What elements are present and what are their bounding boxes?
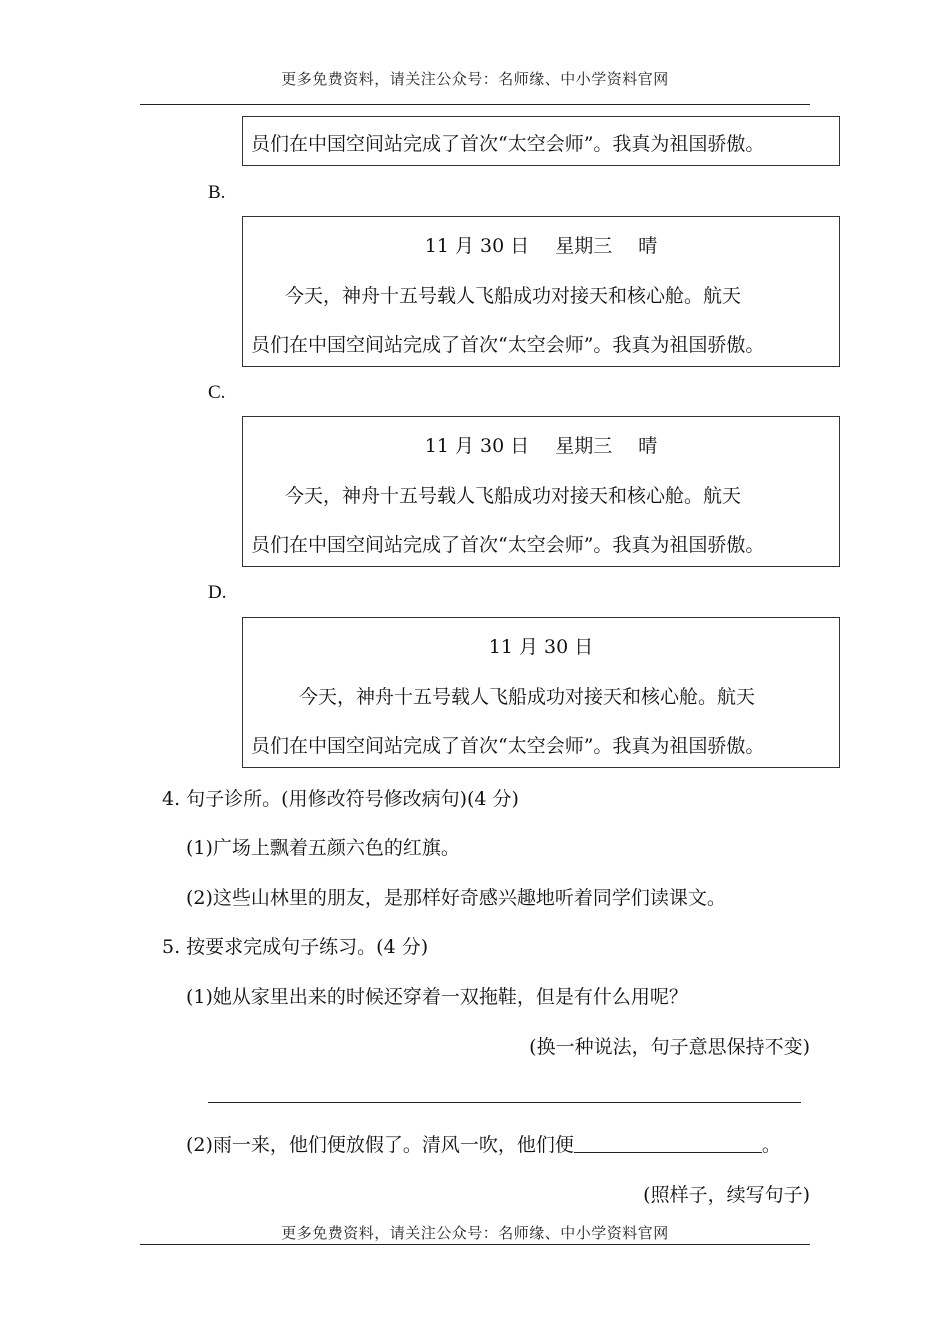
- option-c-date-line: [243, 431, 839, 458]
- option-b-weather: 晴: [638, 235, 658, 257]
- question-5-sentence-2-text: (2)雨一来，他们便放假了。清风一吹，他们便: [186, 1134, 574, 1156]
- option-d-line1: 今天，神舟十五号载人飞船成功对接天和核心舱。航天: [299, 686, 756, 708]
- option-c-label: C.: [208, 382, 226, 403]
- option-b-line1: 今天，神舟十五号载人飞船成功对接天和核心舱。航天: [285, 285, 742, 307]
- option-c-box: [242, 416, 840, 567]
- option-c-weather: 晴: [638, 435, 658, 457]
- header-divider: [140, 104, 810, 105]
- page-footer: 更多免费资料，请关注公众号：名师缘、中小学资料官网: [281, 1224, 669, 1242]
- option-b-date-line: [243, 231, 839, 258]
- option-b-label: B.: [208, 182, 226, 203]
- option-c-weekday: 星期三: [555, 435, 613, 457]
- footer-divider: [140, 1244, 810, 1245]
- option-b-box: [242, 216, 840, 367]
- question-5-sentence-1: (1)她从家里出来的时候还穿着一双拖鞋，但是有什么用呢？: [186, 986, 688, 1008]
- option-b-line2: 员们在中国空间站完成了首次“太空会师”。我真为祖国骄傲。: [251, 334, 765, 356]
- option-b-weekday: 星期三: [555, 235, 613, 257]
- option-a-box: [242, 116, 840, 166]
- question-5-sentence-1-hint: (换一种说法，句子意思保持不变): [529, 1036, 810, 1058]
- option-c-line2: 员们在中国空间站完成了首次“太空会师”。我真为祖国骄傲。: [251, 534, 765, 556]
- question-4-title: 4. 句子诊所。(用修改符号修改病句)(4 分): [162, 788, 519, 810]
- question-5-sentence-2-end: 。: [761, 1134, 781, 1156]
- page-header: 更多免费资料，请关注公众号：名师缘、中小学资料官网: [281, 70, 669, 88]
- option-d-date: 11 月 30 日: [488, 636, 594, 658]
- question-5-sentence-2-hint: (照样子，续写句子): [643, 1184, 810, 1206]
- question-5-fill-blank[interactable]: [574, 1134, 762, 1153]
- question-5-answer-line[interactable]: [208, 1102, 801, 1103]
- option-b-date: 11 月 30 日: [424, 235, 530, 257]
- option-d-label: D.: [208, 582, 227, 603]
- option-c-date: 11 月 30 日: [424, 435, 530, 457]
- question-4-sentence-2: (2)这些山林里的朋友，是那样好奇感兴趣地听着同学们读课文。: [186, 887, 726, 909]
- question-5-title: 5. 按要求完成句子练习。(4 分): [162, 936, 429, 958]
- option-c-line1: 今天，神舟十五号载人飞船成功对接天和核心舱。航天: [285, 485, 742, 507]
- question-5-sentence-2: [186, 1130, 781, 1157]
- option-a-line2: 员们在中国空间站完成了首次“太空会师”。我真为祖国骄傲。: [251, 133, 765, 155]
- option-d-line2: 员们在中国空间站完成了首次“太空会师”。我真为祖国骄傲。: [251, 735, 765, 757]
- option-d-box: [242, 617, 840, 768]
- question-4-sentence-1: (1)广场上飘着五颜六色的红旗。: [186, 837, 460, 859]
